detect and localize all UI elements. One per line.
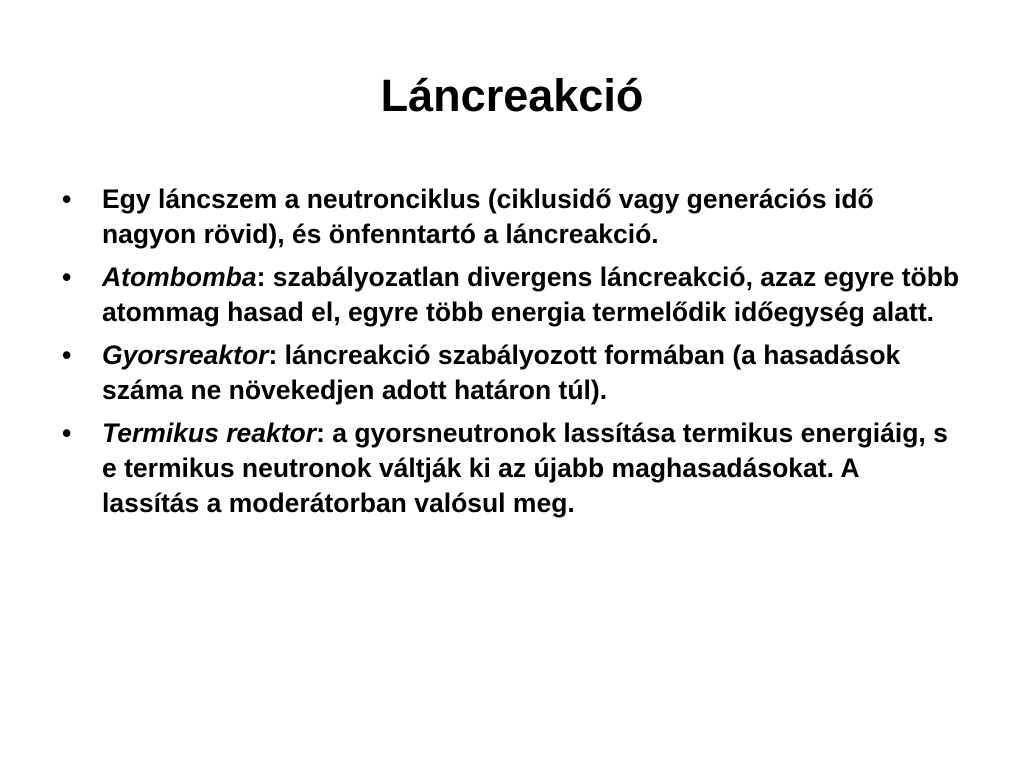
bullet-term: Termikus reaktor bbox=[102, 418, 317, 448]
bullet-separator: : bbox=[256, 262, 266, 292]
bullet-icon: • bbox=[62, 184, 72, 214]
slide-title: Láncreakció bbox=[380, 70, 644, 121]
bullet-icon: • bbox=[62, 262, 72, 292]
bullet-text: Egy láncszem a neutronciklus (ciklusidő vagy generációs idő nagyon rövid), és önfenntartó a láncreakció. bbox=[102, 184, 874, 249]
bullet-term: Atombomba bbox=[102, 262, 257, 292]
bullet-text: szabályozatlan divergens láncreakció, azaz egyre több atommag hasad el, egyre több energia termelődik időegység alatt. bbox=[102, 262, 960, 327]
bullet-item bbox=[62, 416, 962, 521]
bullet-term: Gyorsreaktor bbox=[102, 340, 269, 370]
bullet-item bbox=[62, 338, 962, 408]
bullet-icon: • bbox=[62, 340, 72, 370]
bullet-icon: • bbox=[62, 418, 72, 448]
bullet-item bbox=[62, 260, 962, 330]
bullet-text: láncreakció szabályozott formában (a hasadások száma ne növekedjen adott határon túl). bbox=[102, 340, 901, 405]
bullet-item bbox=[62, 182, 962, 252]
bullet-text: a gyorsneutronok lassítása termikus energiáig, s e termikus neutronok váltják ki az újabb maghasadásokat. A lassítás a moderátorban valósul meg. bbox=[102, 418, 948, 518]
bullet-list bbox=[62, 182, 962, 529]
bullet-separator: : bbox=[268, 340, 278, 370]
bullet-separator: : bbox=[316, 418, 325, 448]
